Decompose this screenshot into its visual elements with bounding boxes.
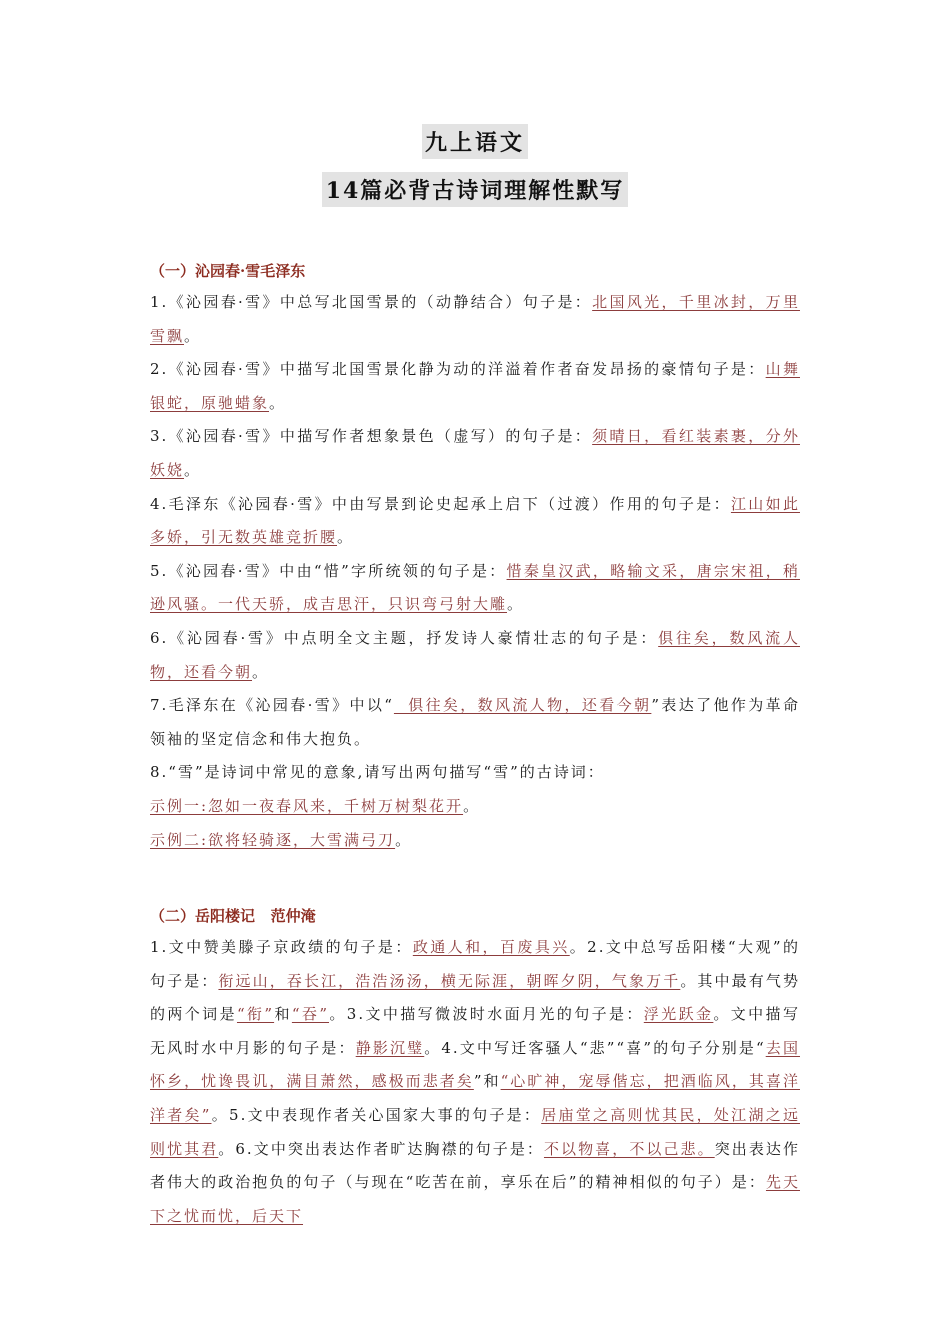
question-5: 5.《沁园春·雪》中由“惜”字所统领的句子是：惜秦皇汉武，略输文采，唐宗宋祖，稍逊风骚。一代天骄，成吉思汗，只识弯弓射大雕。 bbox=[150, 561, 800, 614]
example-1: 示例一:忽如一夜春风来，千树万树梨花开。 bbox=[150, 796, 481, 815]
section-heading-1: （一）沁园春·雪毛泽东 bbox=[150, 262, 306, 280]
answer-6: 俱往矣，数风流人物，还看今朝 bbox=[150, 628, 800, 681]
answer-5: 惜秦皇汉武，略输文采，唐宗宋祖，稍逊风骚。一代天骄，成吉思汗，只识弯弓射大雕 bbox=[150, 561, 800, 614]
answer-1: 北国风光，千里冰封，万里雪飘 bbox=[150, 293, 800, 345]
doc-subtitle: 14篇必背古诗词理解性默写 bbox=[0, 172, 950, 207]
question-3: 3.《沁园春·雪》中描写作者想象景色（虚写）的句子是：须晴日，看红装素裹，分外妖娆。 bbox=[150, 427, 800, 479]
section-2-paragraph: 1.文中赞美滕子京政绩的句子是：政通人和，百废具兴。2.文中总写岳阳楼“大观”的句子是：衔远山，吞长江，浩浩汤汤，横无际涯，朝晖夕阴，气象万千。其中最有气势的两个词是“衔”和“吞”。3.文中描写微波时水面月光的句子是：浮光跃金。文中描写无风时水中月影的句子是：静影沉璧。4.文中写迁客骚人“悲”“喜”的句子分别是“去国怀乡，忧谗畏讥，满目萧然，感极而悲者矣”和“心旷神，宠辱偕忘，把酒临风，其喜洋洋者矣”。5.文中表现作者关心国家大事的句子是：居庙堂之高则忧其民，处江湖之远则忧其君。6.文中突出表达作者旷达胸襟的句子是：不以物喜，不以己悲。突出表达作者伟大的政治抱负的句子（与现在“吃苦在前，享乐在后”的精神相似的句子）是：先天下之忧而忧，后天下 bbox=[150, 938, 800, 1225]
question-6: 6.《沁园春·雪》中点明全文主题，抒发诗人豪情壮志的句子是：俱往矣，数风流人物，还看今朝。 bbox=[150, 628, 800, 681]
answer-3: 须晴日，看红装素裹，分外妖娆 bbox=[150, 427, 800, 479]
question-8: 8.“雪”是诗词中常见的意象,请写出两句描写“雪”的古诗词： bbox=[150, 763, 605, 782]
answer-2: 山舞银蛇，原驰蜡象 bbox=[150, 360, 800, 412]
doc-title: 九上语文 bbox=[0, 124, 950, 159]
answer-4: 江山如此多娇，引无数英雄竞折腰 bbox=[150, 494, 800, 547]
answer-7: 俱往矣，数风流人物，还看今朝 bbox=[393, 696, 652, 715]
question-4: 4.毛泽东《沁园春·雪》中由写景到论史起承上启下（过渡）作用的句子是：江山如此多娇，引无数英雄竞折腰。 bbox=[150, 494, 800, 547]
question-7: 7.毛泽东在《沁园春·雪》中以“ 俱往矣，数风流人物，还看今朝”表达了他作为革命领袖的坚定信念和伟大抱负。 bbox=[150, 696, 800, 748]
example-2: 示例二:欲将轻骑逐，大雪满弓刀。 bbox=[150, 830, 413, 849]
question-2: 2.《沁园春·雪》中描写北国雪景化静为动的洋溢着作者奋发昂扬的豪情句子是：山舞银蛇，原驰蜡象。 bbox=[150, 360, 800, 412]
doc-body bbox=[150, 256, 800, 1233]
section-heading-2: （二）岳阳楼记 范仲淹 bbox=[150, 907, 316, 926]
question-1: 1.《沁园春·雪》中总写北国雪景的（动静结合）句子是：北国风光，千里冰封，万里雪飘。 bbox=[150, 293, 800, 345]
